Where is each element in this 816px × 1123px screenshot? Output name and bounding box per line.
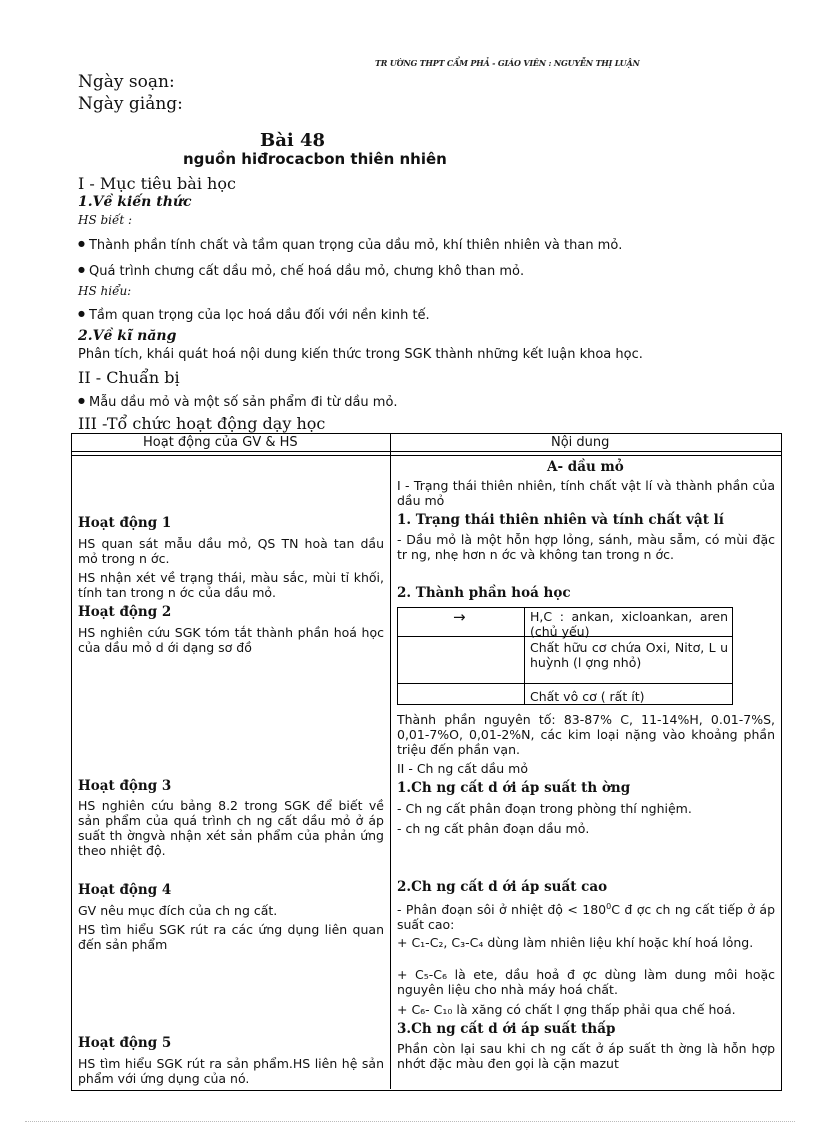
table-header-rule bbox=[71, 455, 781, 456]
composition-divider bbox=[524, 607, 525, 705]
distill-high-title: 2.Ch ng cất d ới áp suất cao bbox=[397, 879, 608, 895]
page-bottom-rule bbox=[25, 1121, 795, 1122]
activity-1-title: Hoạt động 1 bbox=[78, 515, 172, 531]
understand-item: ● Tầm quan trọng của lọc hoá dầu đối với nền kinh tế. bbox=[78, 308, 430, 323]
teach-date-label: Ngày giảng: bbox=[78, 94, 183, 114]
know-item: ● Thành phần tính chất và tầm quan trọng của dầu mỏ, khí thiên nhiên và than mỏ. bbox=[78, 238, 622, 253]
composition-hydrocarbons: H,C : ankan, xicloankan, aren (chủ yếu) bbox=[530, 609, 728, 639]
distill-normal-title: 1.Ch ng cất d ới áp suất th ờng bbox=[397, 780, 631, 796]
hs-understand-label: HS hiểu: bbox=[78, 284, 132, 298]
distill-low-text: Phần còn lại sau khi ch ng cất ở áp suất th ờng là hỗn hợp nhớt đặc màu đen gọi là cặn mazut bbox=[397, 1041, 775, 1071]
activity-5-title: Hoạt động 5 bbox=[78, 1035, 172, 1051]
activity-5-text: HS tìm hiểu SGK rút ra sản phẩm.HS liên hệ sản phẩm với ứng dụng của nó. bbox=[78, 1056, 384, 1086]
distill-high-item: + C₆- C₁₀ là xăng có chất l ợng thấp phải qua chế hoá. bbox=[397, 1002, 736, 1017]
lesson-subtitle: nguồn hiđrocacbon thiên nhiên bbox=[183, 150, 447, 168]
distill-high-item: + C₅-C₆ là ete, dầu hoả đ ợc dùng làm dung môi hoặc nguyên liệu cho nhà máy hoá chất. bbox=[397, 967, 775, 997]
elemental-composition: Thành phần nguyên tố: 83-87% C, 11-14%H, 0.01-7%S, 0,01-7%O, 0,01-2%N, các kim loại nặng vào khoảng phần triệu đến phần vạn. bbox=[397, 712, 775, 757]
activity-1-text: HS nhận xét về trạng thái, màu sắc, mùi tỉ khối, tính tan trong n ớc của dầu mỏ. bbox=[78, 570, 384, 600]
organization-heading: III -Tổ chức hoạt động dạy học bbox=[78, 414, 326, 433]
activity-3-text: HS nghiên cứu bảng 8.2 trong SGK để biết về sản phẩm của quá trình ch ng cất dầu mỏ ở áp suất th ờngvà nhận xét sản phẩm của phản ứng theo nhiệt độ. bbox=[78, 798, 384, 858]
col-header-content: Nội dung bbox=[551, 435, 610, 450]
hs-know-label: HS biết : bbox=[78, 213, 133, 227]
section-1-title: 1. Trạng thái thiên nhiên và tính chất vật lí bbox=[397, 512, 724, 528]
know-item: ● Quá trình chưng cất dầu mỏ, chế hoá dầu mỏ, chưng khô than mỏ. bbox=[78, 264, 524, 279]
section-2-title: 2. Thành phần hoá học bbox=[397, 585, 571, 601]
activity-2-text: HS nghiên cứu SGK tóm tắt thành phần hoá học của dầu mỏ d ới dạng sơ đồ bbox=[78, 625, 384, 655]
knowledge-heading: 1.Về kiến thức bbox=[78, 194, 192, 210]
table-column-divider bbox=[390, 433, 391, 1089]
composition-table bbox=[397, 607, 733, 705]
section-i-intro: I - Trạng thái thiên nhiên, tính chất vật lí và thành phần của dầu mỏ bbox=[397, 478, 775, 508]
activity-4-title: Hoạt động 4 bbox=[78, 882, 172, 898]
composition-organic: Chất hữu cơ chứa Oxi, Nitơ, L u huỳnh (l ợng nhỏ) bbox=[530, 640, 728, 670]
objectives-heading: I - Mục tiêu bài học bbox=[78, 174, 236, 193]
activity-1-text: HS quan sát mẫu dầu mỏ, QS TN hoà tan dầu mỏ trong n ớc. bbox=[78, 536, 384, 566]
activity-2-title: Hoạt động 2 bbox=[78, 604, 172, 620]
skills-text: Phân tích, khái quát hoá nội dung kiến thức trong SGK thành những kết luận khoa học. bbox=[78, 347, 643, 362]
section-1-text: - Dầu mỏ là một hỗn hợp lỏng, sánh, màu sẫm, có mùi đặc tr ng, nhẹ hơn n ớc và không tan trong n ớc. bbox=[397, 532, 775, 562]
preparation-heading: II - Chuẩn bị bbox=[78, 368, 180, 387]
section-ii-title: II - Ch ng cất dầu mỏ bbox=[397, 761, 529, 776]
distill-low-title: 3.Ch ng cất d ới áp suất thấp bbox=[397, 1021, 616, 1037]
col-header-activities: Hoạt động của GV & HS bbox=[143, 435, 298, 450]
lesson-title: Bài 48 bbox=[260, 130, 326, 151]
arrow-icon: → bbox=[453, 608, 466, 626]
composition-inorganic: Chất vô cơ ( rất ít) bbox=[530, 689, 645, 704]
preparation-item: ● Mẫu dầu mỏ và một số sản phẩm đi từ dầu mỏ. bbox=[78, 395, 398, 410]
skills-heading: 2.Về kĩ năng bbox=[78, 328, 177, 344]
prep-date-label: Ngày soạn: bbox=[78, 72, 175, 92]
distill-normal-item: - Ch ng cất phân đoạn trong phòng thí nghiệm. bbox=[397, 801, 692, 816]
page-header-note: TR ƯỜNG THPT CẨM PHẢ - GIÁO VIÊN : NGUYỄN THỊ LUẬN bbox=[375, 58, 640, 68]
section-a-title: A- dầu mỏ bbox=[547, 459, 624, 475]
distill-high-item: + C₁-C₂, C₃-C₄ dùng làm nhiên liệu khí hoặc khí hoá lỏng. bbox=[397, 935, 754, 950]
activity-4-text: HS tìm hiểu SGK rút ra các ứng dụng liên quan đến sản phẩm bbox=[78, 922, 384, 952]
distill-high-text: - Phân đoạn sôi ở nhiệt độ < $180^0C$ đ ợc ch ng cất tiếp ở áp suất cao: bbox=[397, 902, 775, 933]
distill-normal-item: - ch ng cất phân đoạn dầu mỏ. bbox=[397, 821, 590, 836]
activity-4-text: GV nêu mục đích của ch ng cất. bbox=[78, 903, 278, 918]
table-header-rule bbox=[71, 451, 781, 452]
activity-3-title: Hoạt động 3 bbox=[78, 778, 172, 794]
